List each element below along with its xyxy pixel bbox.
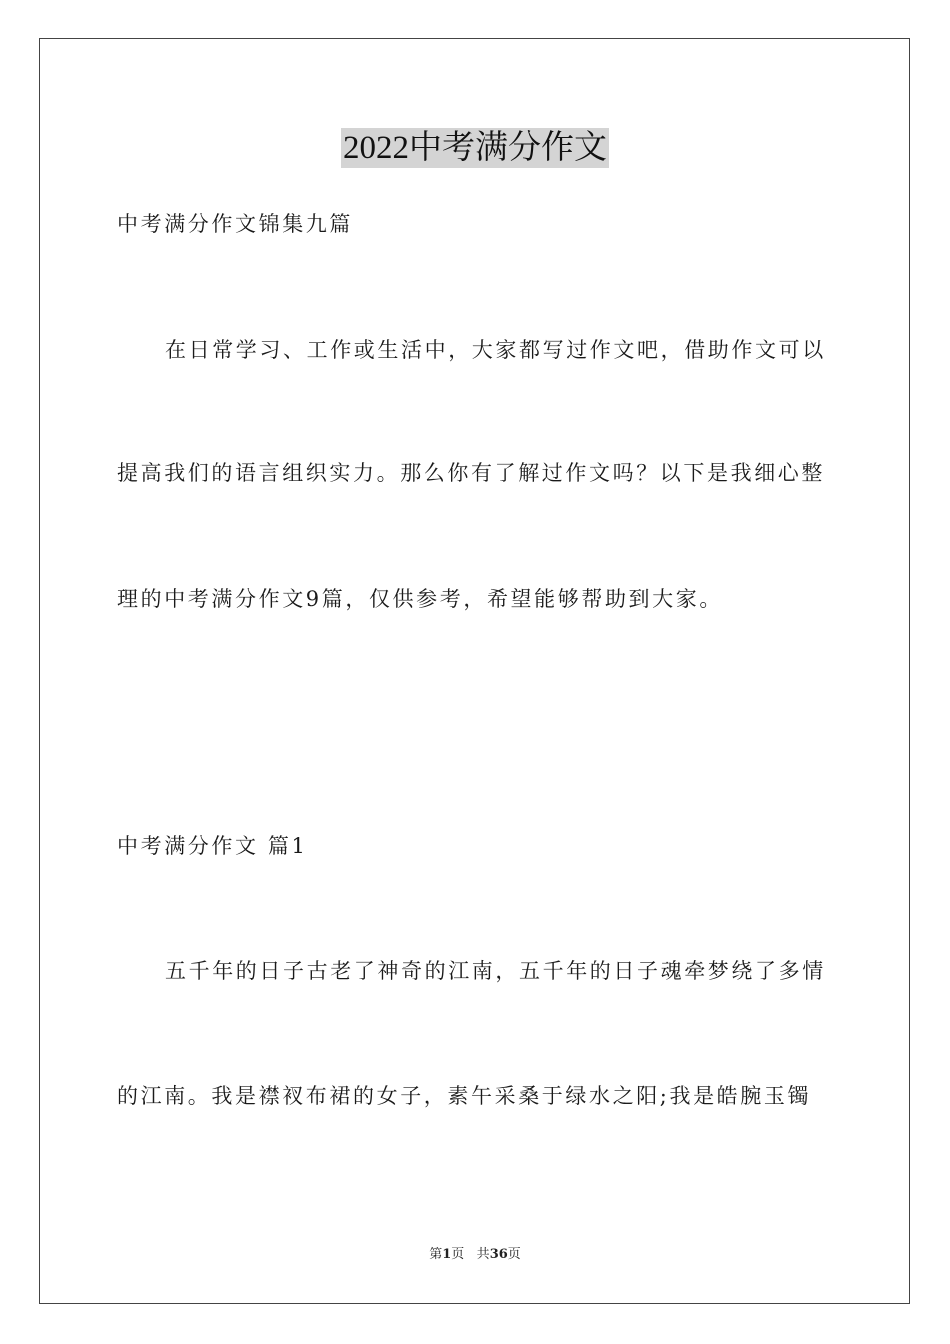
footer-page-number: 1 [442, 1247, 452, 1262]
body-line-1: 五千年的日子古老了神奇的江南，五千年的日子魂牵梦绕了多情 [165, 959, 826, 983]
page-footer [0, 1246, 950, 1264]
footer-total-suffix: 页 [507, 1247, 521, 1262]
intro-line-2: 提高我们的语言组织实力。那么你有了解过作文吗？以下是我细心整 [117, 461, 825, 485]
body-line-2: 的江南。我是襟衩布裙的女子，素午采桑于绿水之阳;我是皓腕玉镯 [117, 1084, 812, 1108]
document-subtitle: 中考满分作文锦集九篇 [117, 212, 353, 236]
footer-page-prefix: 第 [429, 1247, 443, 1262]
footer-total-pages: 36 [489, 1247, 508, 1262]
intro-line-1: 在日常学习、工作或生活中，大家都写过作文吧，借助作文可以 [165, 338, 826, 362]
section-heading: 中考满分作文 篇1 [117, 834, 308, 858]
document-title: 2022中考满分作文 [343, 130, 607, 166]
title-container [0, 128, 950, 168]
footer-total-prefix: 共 [476, 1247, 490, 1262]
intro-line-3: 理的中考满分作文9篇，仅供参考，希望能够帮助到大家。 [117, 587, 723, 611]
footer-page-suffix: 页 [451, 1247, 465, 1262]
